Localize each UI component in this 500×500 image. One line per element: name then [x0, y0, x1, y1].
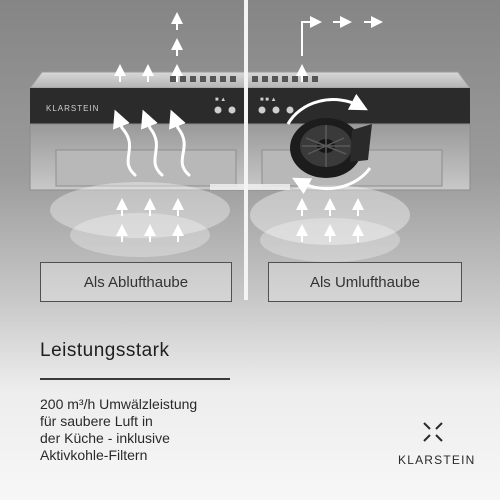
title-underline: [40, 378, 230, 380]
brand-name: KLARSTEIN: [398, 453, 476, 467]
feature-description: [40, 396, 240, 464]
section-divider: [244, 0, 248, 300]
hood-brand-text: KLARSTEIN: [46, 104, 100, 113]
svg-text:■ ■ ▲: ■ ■ ▲: [260, 97, 277, 103]
feature-line: der Küche - inklusive: [40, 430, 170, 446]
svg-text:■ ▲: ■ ▲: [215, 97, 227, 103]
hood-top-panel: [30, 72, 470, 88]
exhaust-mode-label: Als Ablufthaube: [40, 262, 232, 302]
brand-logo: [398, 420, 476, 467]
klarstein-logo-icon: [421, 420, 445, 444]
feature-title: Leistungsstark: [40, 340, 170, 361]
recirculation-mode-label: Als Umlufthaube: [268, 262, 462, 302]
feature-line: für saubere Luft in: [40, 413, 153, 429]
feature-line: 200 m³/h Umwälzleistung: [40, 396, 198, 412]
feature-line: Aktivkohle-Filtern: [40, 447, 148, 463]
